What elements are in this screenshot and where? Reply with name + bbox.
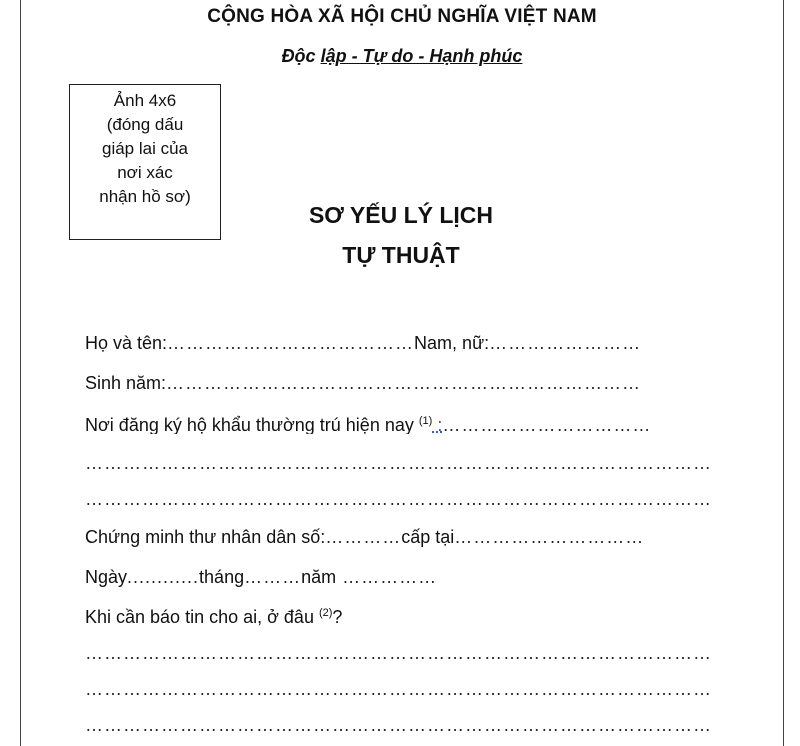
month-label: tháng — [199, 567, 245, 587]
month-field[interactable]: ……… — [244, 567, 302, 587]
birth-year-row — [85, 370, 775, 396]
document-page — [20, 0, 784, 746]
contact-footnote: (2) — [318, 607, 333, 619]
contact-field[interactable]: ……………………………………………………………………………………… — [85, 643, 712, 663]
issued-at-label: cấp tại — [401, 527, 455, 547]
id-card-field[interactable]: ………… — [325, 527, 402, 547]
document-title-line-2: TỰ THUẬT — [342, 242, 460, 268]
photo-label-line: (đóng dấu — [106, 115, 184, 134]
full-name-row — [85, 330, 775, 356]
motto-part-1: Độc — [281, 46, 321, 66]
residence-footnote: (1) — [418, 415, 433, 427]
full-name-field[interactable]: ………………………………… — [167, 333, 415, 353]
contact-row — [85, 600, 775, 626]
residence-row — [85, 408, 775, 434]
issued-at-field[interactable]: ………………………… — [454, 527, 645, 547]
id-card-row — [85, 524, 775, 550]
national-title: CỘNG HÒA XÃ HỘI CHỦ NGHĨA VIỆT NAM — [207, 6, 597, 27]
national-motto — [21, 46, 783, 67]
contact-label: Khi cần báo tin cho ai, ở đâu — [85, 607, 319, 626]
day-label: Ngày — [85, 567, 128, 587]
year-label: năm — [301, 567, 337, 587]
document-title-line-1: SƠ YẾU LÝ LỊCH — [308, 202, 494, 228]
gender-label: Nam, nữ: — [414, 333, 490, 353]
contact-field[interactable]: ……………………………………………………………………………………… — [85, 715, 712, 735]
residence-blank-line-2 — [85, 486, 775, 512]
contact-field[interactable]: ……………………………………………………………………………………… — [85, 679, 712, 699]
photo-label-line: giáp lai của — [101, 139, 188, 158]
issue-date-row — [85, 564, 775, 590]
day-field[interactable]: ............ — [127, 567, 200, 587]
photo-label-line: Ảnh 4x6 — [113, 91, 177, 110]
residence-field[interactable]: …………………………… — [442, 415, 652, 434]
residence-field-continued[interactable]: ……………………………………………………………………………………… — [85, 489, 712, 509]
year-field[interactable]: …………… — [336, 567, 438, 587]
photo-label-line: nơi xác — [117, 163, 173, 182]
photo-label-line: nhận hồ sơ) — [99, 187, 191, 206]
residence-colon: : — [432, 415, 443, 434]
residence-blank-line-1 — [85, 450, 775, 476]
photo-placeholder-box — [69, 84, 221, 240]
full-name-label: Họ và tên: — [85, 333, 168, 353]
birth-year-field[interactable]: ………………………………………………………………… — [166, 373, 642, 393]
motto-part-2: lập - Tự do - Hạnh phúc — [320, 46, 523, 66]
birth-year-label: Sinh năm: — [85, 373, 167, 393]
residence-label: Nơi đăng ký hộ khẩu thường trú hiện nay — [85, 415, 419, 434]
id-card-label: Chứng minh thư nhân dân số: — [85, 527, 326, 547]
residence-field-continued[interactable]: ……………………………………………………………………………………… — [85, 453, 712, 473]
contact-blank-line-2 — [85, 676, 775, 702]
contact-blank-line-3 — [85, 712, 775, 738]
contact-question-mark: ? — [332, 607, 343, 626]
contact-blank-line-1 — [85, 640, 775, 666]
gender-field[interactable]: …………………… — [489, 333, 642, 353]
